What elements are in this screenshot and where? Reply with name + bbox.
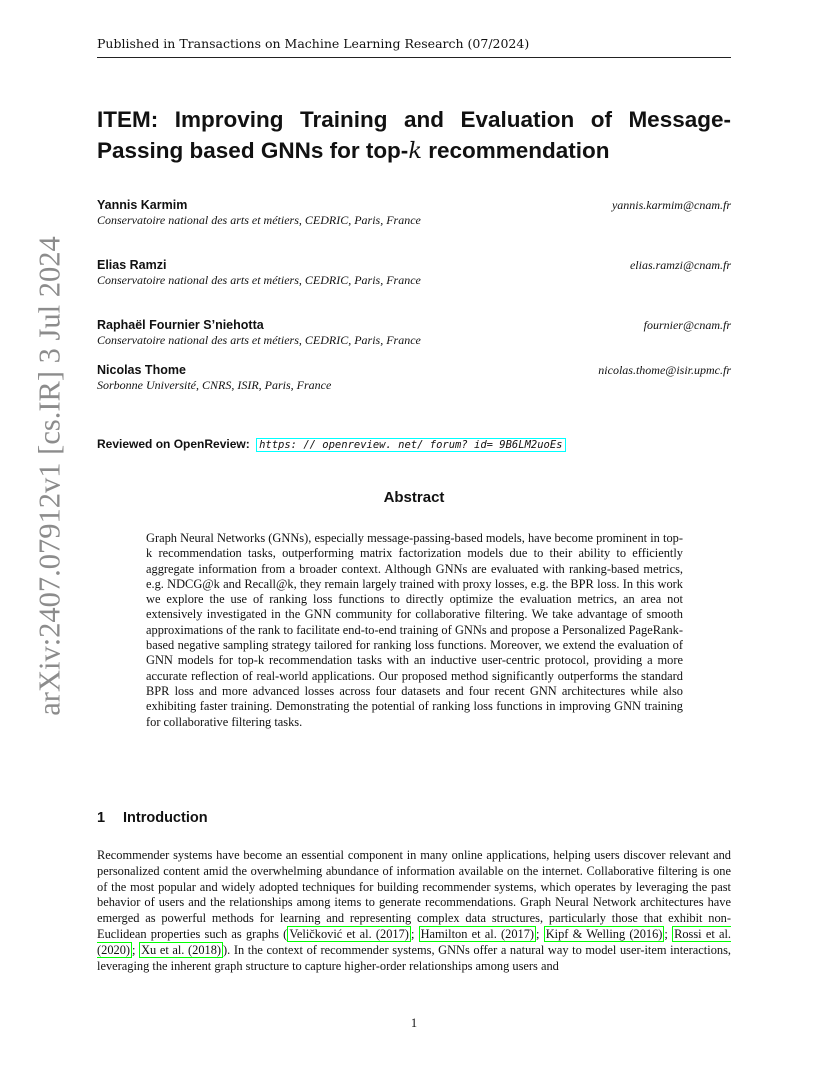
author-email[interactable]: elias.ramzi@cnam.fr bbox=[629, 258, 731, 272]
author-affiliation: Conservatoire national des arts et métiers, CEDRIC, Paris, France bbox=[97, 333, 421, 347]
author-block bbox=[97, 198, 731, 228]
section-number: 1 bbox=[97, 810, 106, 826]
section-heading-introduction bbox=[97, 810, 208, 826]
author-block bbox=[97, 318, 731, 348]
section-title: Introduction bbox=[123, 810, 208, 826]
author-name: Raphaël Fournier S’niehotta bbox=[97, 318, 264, 332]
intro-text-before: Recommender systems have become an essential component in many online applications, helping users discover relevant and personalized content amid the overwhelming abundance of information available on the internet. Collaborative filtering is one of the most popular and widely adopted techniques for building recommender systems, which operates by leveraging the past behavior of users and the relationships among items to generate recommendations. Graph Neural Network architectures have emerged as powerful methods for learning and representing complex data structures, particularly those that exhibit non-Euclidean properties such as graphs ( bbox=[97, 848, 731, 941]
review-label: Reviewed on OpenReview: bbox=[97, 437, 250, 451]
author-name: Yannis Karmim bbox=[97, 198, 188, 212]
citation-link[interactable]: Xu et al. (2018) bbox=[141, 942, 222, 957]
author-name: Elias Ramzi bbox=[97, 258, 167, 272]
citation-link[interactable]: Rossi et al. (2020) bbox=[97, 926, 732, 957]
paper-title bbox=[97, 104, 731, 167]
citation-link[interactable]: Veličković et al. (2017) bbox=[289, 926, 409, 941]
running-header: Published in Transactions on Machine Learning Research (07/2024) bbox=[97, 36, 731, 58]
citation-link[interactable]: Kipf & Welling (2016) bbox=[545, 926, 663, 941]
author-email[interactable]: yannis.karmim@cnam.fr bbox=[611, 198, 731, 212]
author-email[interactable]: fournier@cnam.fr bbox=[643, 318, 731, 332]
review-line bbox=[97, 437, 566, 451]
introduction-paragraph: Recommender systems have become an essential component in many online applications, helping users discover relevant and personalized content amid the overwhelming abundance of information available on the internet. Collaborative filtering is one of the most popular and widely adopted techniques for building recommender systems, which operates by leveraging the past behavior of users and the relationships among items to generate recommendations. Graph Neural Network architectures have emerged as powerful methods for learning and representing complex data structures, particularly those that exhibit non-Euclidean properties such as graphs ( Veličković et al. (2017) ; Hamilton et al. (2017) ; Kipf & Welling (2016) ; Rossi et al. (2020) ; Xu et al. (2018) ). In the context of recommender systems, GNNs offer a natural way to model user-item interactions, leveraging the inherent graph structure to capture higher-order relationships among users and bbox=[97, 848, 732, 973]
title-part-2: recommendation bbox=[421, 138, 610, 163]
author-affiliation: Sorbonne Université, CNRS, ISIR, Paris, France bbox=[97, 378, 332, 392]
author-email[interactable]: nicolas.thome@isir.upmc.fr bbox=[598, 363, 731, 377]
abstract-text: Graph Neural Networks (GNNs), especially message-passing-based models, have become prominent in top-k recommendation tasks, outperforming matrix factorization models due to their ability to efficiently aggregate information from a broader context. Although GNNs are evaluated with ranking-based metrics, e.g. NDCG@k and Recall@k, they remain largely trained with proxy losses, e.g. the BPR loss. In this work we explore the use of ranking loss functions to directly optimize the evaluation metrics, an area not extensively investigated in the GNN community for collaborative filtering. We take advantage of smooth approximations of the rank to facilitate end-to-end training of GNNs and propose a Personalized PageRank-based negative sampling strategy tailored for ranking loss functions. Moreover, we extend the evaluation of GNN models for top-k recommendation tasks with an inductive user-centric protocol, providing a more accurate reflection of real-world applications. Our proposed method significantly outperforms the standard BPR loss and more advanced losses across four datasets and four recent GNN architectures while also exhibiting faster training. Demonstrating the potential of ranking loss functions in improving GNN training for collaborative filtering tasks. bbox=[146, 531, 683, 729]
citation-link[interactable]: Hamilton et al. (2017) bbox=[420, 926, 535, 941]
author-name: Nicolas Thome bbox=[97, 363, 186, 377]
intro-text-after: ). In the context of recommender systems, GNNs offer a natural way to model user-item interactions, leveraging the inherent graph structure to capture higher-order relationships among users and bbox=[97, 942, 731, 973]
arxiv-stamp: arXiv:2407.07912v1 [cs.IR] 3 Jul 2024 bbox=[32, 236, 67, 716]
openreview-link[interactable]: https: // openreview. net/ forum? id= 9B6LM2uoEs bbox=[256, 438, 565, 452]
title-k: k bbox=[408, 138, 422, 164]
author-block bbox=[97, 363, 731, 393]
title-part-1: ITEM: Improving Training and Evaluation of Message-Passing based GNNs for top- bbox=[97, 107, 731, 163]
page-number: 1 bbox=[410, 1016, 418, 1030]
author-block bbox=[97, 258, 731, 288]
abstract-heading: Abstract bbox=[383, 489, 445, 506]
author-affiliation: Conservatoire national des arts et métiers, CEDRIC, Paris, France bbox=[97, 213, 421, 227]
author-affiliation: Conservatoire national des arts et métiers, CEDRIC, Paris, France bbox=[97, 273, 421, 287]
